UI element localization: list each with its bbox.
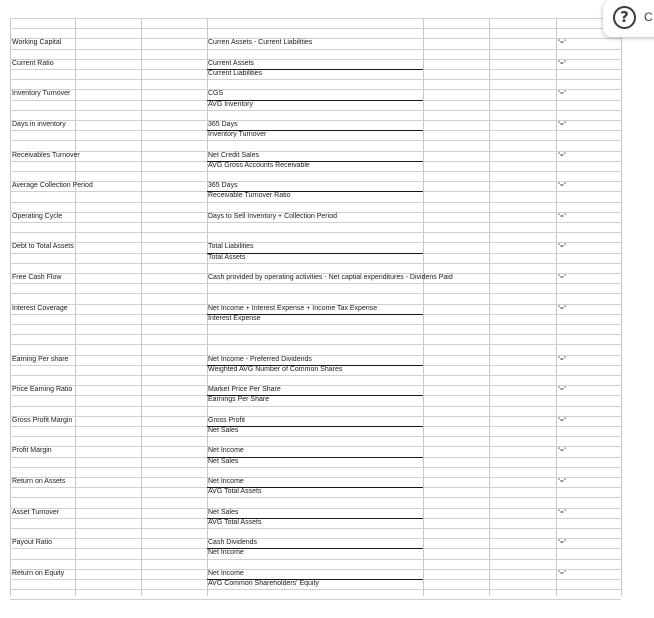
ratio-name: Current Ratio: [12, 59, 54, 67]
row-gridline: [10, 355, 621, 356]
formula-numerator: Cash provided by operating activities - Net captial expenditures - Dividens Paid: [208, 274, 453, 281]
fraction-bar: [207, 579, 423, 580]
fraction-bar: [207, 253, 423, 254]
equals-marker: "=": [558, 244, 566, 251]
column-gridline: [75, 18, 76, 596]
column-gridline: [556, 18, 557, 596]
row-gridline: [10, 232, 621, 233]
formula-denominator: Receivable Turnover Ratio: [208, 192, 291, 200]
row-gridline: [10, 538, 621, 539]
row-gridline: [10, 324, 621, 325]
fraction-bar: [207, 426, 423, 427]
formula-denominator: Current Liabilities: [208, 70, 263, 77]
row-gridline: [10, 446, 621, 447]
row-gridline: [10, 49, 621, 50]
help-label: C: [644, 10, 653, 24]
help-icon: ?: [613, 6, 636, 29]
equals-marker: "=": [558, 91, 566, 98]
row-gridline: [10, 436, 621, 437]
row-gridline: [10, 477, 621, 478]
formula-denominator: AVG Common Shareholders' Equity: [208, 580, 319, 587]
equals-marker: "=": [558, 152, 566, 159]
equals-marker: "=": [558, 356, 566, 363]
ratio-name: Profit Margin: [12, 447, 52, 455]
formula-denominator: Earnings Per Share: [208, 396, 270, 404]
formula-denominator: Inventory Turnover: [208, 131, 267, 139]
ratio-name: Operating Cycle: [12, 212, 63, 220]
fraction-bar: [207, 548, 423, 549]
ratio-name: Inventory Turnover: [12, 90, 71, 98]
formula-numerator: Cash Dividends: [208, 539, 258, 547]
row-gridline: [10, 508, 621, 509]
row-gridline: [10, 202, 621, 203]
equals-marker: "=": [558, 448, 566, 455]
row-gridline: [10, 18, 621, 19]
fraction-bar: [207, 191, 423, 192]
row-gridline: [10, 89, 621, 90]
equals-marker: "=": [558, 60, 566, 67]
formula-numerator: Net Credit Sales: [208, 151, 259, 159]
row-gridline: [10, 334, 621, 335]
column-gridline: [141, 18, 142, 596]
formula-denominator: AVG Total Assets: [208, 488, 262, 496]
row-gridline: [10, 120, 621, 121]
row-gridline: [10, 416, 621, 417]
row-gridline: [10, 406, 621, 407]
row-gridline: [10, 79, 621, 80]
equals-marker: "=": [558, 213, 566, 220]
help-button[interactable]: [603, 0, 654, 37]
equals-marker: "=": [558, 305, 566, 312]
fraction-bar: [207, 365, 423, 366]
formula-numerator: Days to Sell Inventory + Collection Period: [208, 212, 337, 220]
equals-marker: "=": [558, 122, 566, 128]
formula-denominator: AVG Inventory: [208, 100, 254, 108]
row-gridline: [10, 151, 621, 152]
row-gridline: [10, 181, 621, 182]
ratio-name: Days in inventory: [12, 121, 66, 128]
row-gridline: [10, 171, 621, 172]
ratio-name: Working Capital: [12, 39, 62, 47]
column-gridline: [489, 18, 490, 596]
ratio-name: Gross Profit Margin: [12, 416, 73, 424]
row-gridline: [10, 38, 621, 39]
row-gridline: [10, 467, 621, 468]
fraction-bar: [207, 69, 423, 70]
row-gridline: [10, 559, 621, 560]
formula-denominator: AVG Total Assets: [208, 518, 262, 526]
formula-numerator: Net Sales: [208, 508, 239, 516]
formula-denominator: AVG Gross Accounts Receivable: [208, 161, 310, 169]
formula-numerator: 365 Days: [208, 121, 238, 128]
equals-marker: "=": [558, 570, 566, 577]
equals-marker: "=": [558, 183, 566, 190]
fraction-bar: [207, 314, 423, 315]
column-gridline: [423, 18, 424, 596]
formula-numerator: CGS: [208, 90, 224, 98]
fraction-bar: [207, 457, 423, 458]
formula-numerator: Net Income: [208, 447, 244, 455]
ratio-name: Receivables Turnover: [12, 151, 80, 159]
equals-marker: "=": [558, 509, 566, 516]
formula-numerator: Net Income + Interest Expense + Income Tax Expense: [208, 304, 378, 312]
ratio-name: Average Collection Period: [12, 182, 93, 190]
formula-numerator: Net Income: [208, 569, 244, 577]
ratio-name: Interest Coverage: [12, 304, 68, 312]
formula-numerator: Market Price Per Share: [208, 386, 281, 394]
formula-denominator: Total Assets: [208, 253, 246, 261]
equals-marker: "=": [558, 417, 566, 424]
row-gridline: [10, 110, 621, 111]
fraction-bar: [207, 518, 423, 519]
row-gridline: [10, 344, 621, 345]
ratio-name: Return on Equity: [12, 569, 65, 577]
fraction-bar: [207, 395, 423, 396]
formula-denominator: Net Sales: [208, 457, 239, 465]
equals-marker: "=": [558, 540, 566, 547]
formula-numerator: Gross Profit: [208, 416, 245, 424]
ratio-name: Earning Per share: [12, 355, 69, 363]
ratio-name: Asset Turnover: [12, 508, 60, 516]
row-gridline: [10, 589, 621, 590]
ratio-name: Price Earning Ratio: [12, 386, 73, 394]
row-gridline: [10, 59, 621, 60]
row-gridline: [10, 293, 621, 294]
ratio-name: Return on Assets: [12, 478, 66, 485]
row-gridline: [10, 569, 621, 570]
row-gridline: [10, 263, 621, 264]
formula-numerator: Net Income - Preferred Dividends: [208, 355, 312, 363]
row-gridline: [10, 222, 621, 223]
formula-numerator: 365 Days: [208, 182, 238, 190]
ratio-name: Free Cash Flow: [12, 274, 62, 281]
row-gridline: [10, 528, 621, 529]
row-gridline: [10, 375, 621, 376]
spreadsheet-grid: [10, 18, 621, 596]
column-gridline: [10, 18, 11, 596]
equals-marker: "=": [558, 275, 566, 281]
row-gridline: [10, 599, 621, 600]
row-gridline: [10, 283, 621, 284]
row-gridline: [10, 28, 621, 29]
ratio-name: Debt to Total Assets: [12, 243, 74, 251]
formula-numerator: Curren Assets - Current Liabilities: [208, 39, 313, 47]
fraction-bar: [207, 487, 423, 488]
equals-marker: "=": [558, 387, 566, 394]
formula-denominator: Interest Expense: [208, 314, 261, 322]
row-gridline: [10, 242, 621, 243]
formula-numerator: Current Assets: [208, 59, 254, 67]
fraction-bar: [207, 130, 423, 131]
formula-numerator: Net Income: [208, 478, 244, 485]
row-gridline: [10, 497, 621, 498]
row-gridline: [10, 385, 621, 386]
formula-numerator: Total Liabilities: [208, 243, 254, 251]
equals-marker: "=": [558, 40, 566, 47]
formula-denominator: Weighted AVG Number of Common Shares: [208, 365, 343, 373]
formula-denominator: Net Income: [208, 549, 244, 557]
formula-denominator: Net Sales: [208, 427, 239, 434]
row-gridline: [10, 140, 621, 141]
fraction-bar: [207, 100, 423, 101]
equals-marker: "=": [558, 479, 566, 485]
fraction-bar: [207, 161, 423, 162]
column-gridline: [621, 18, 622, 596]
ratio-name: Payout Ratio: [12, 539, 53, 547]
